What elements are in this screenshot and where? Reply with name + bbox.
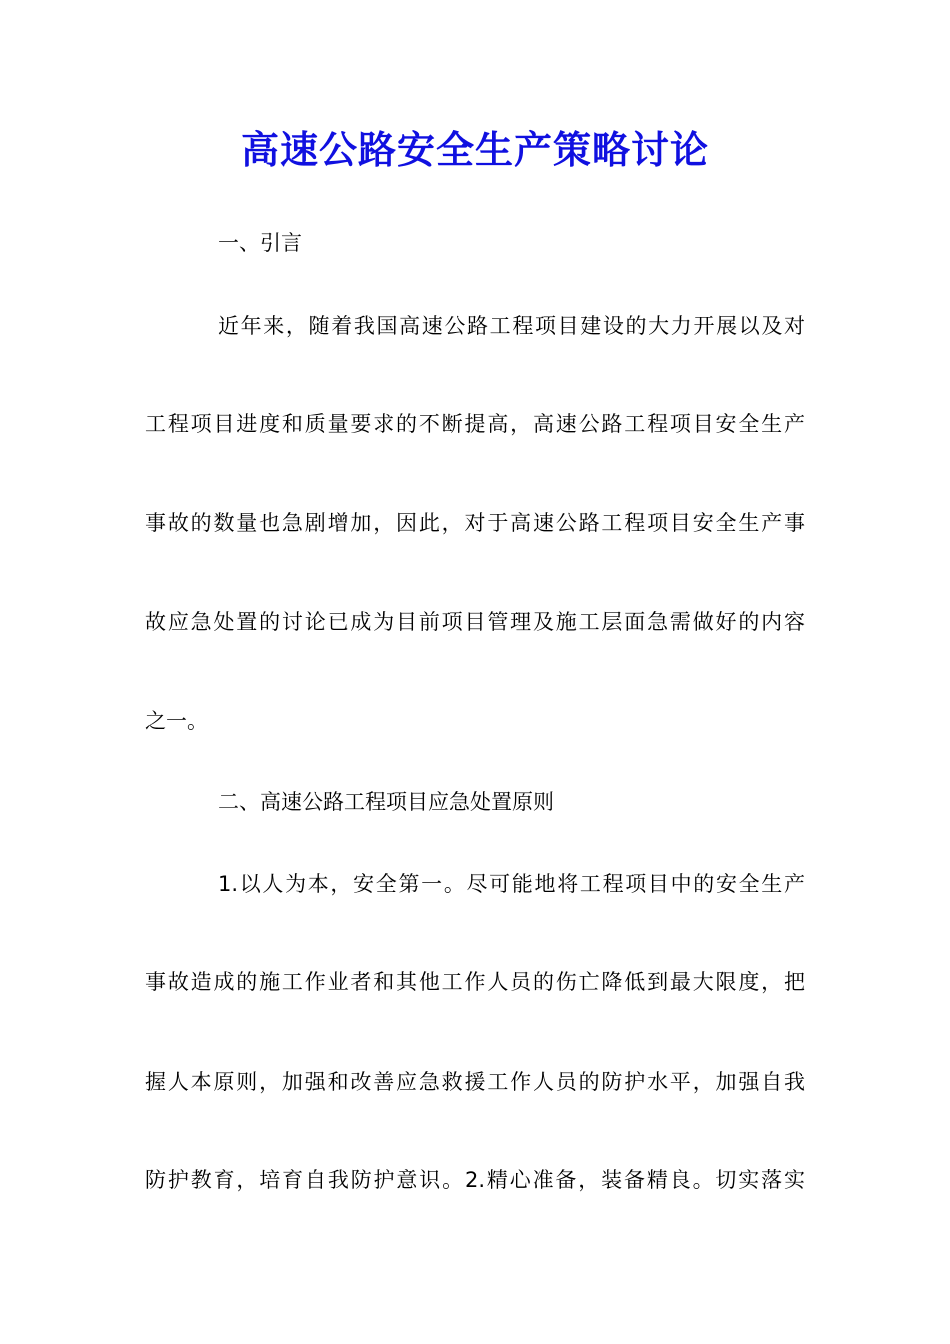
paragraph-line: 防护教育，培育自我防护意识。2.精心准备，装备精良。切实落实 <box>145 1168 805 1192</box>
section-heading-introduction: 一、引言 <box>218 231 302 255</box>
paragraph-line: 故应急处置的讨论已成为目前项目管理及施工层面急需做好的内容 <box>145 610 805 634</box>
paragraph-line: 之一。 <box>145 709 208 733</box>
paragraph-line: 工程项目进度和质量要求的不断提高，高速公路工程项目安全生产 <box>145 412 805 436</box>
paragraph-line: 1.以人为本，安全第一。尽可能地将工程项目中的安全生产 <box>218 872 805 896</box>
document-title: 高速公路安全生产策略讨论 <box>240 127 709 172</box>
paragraph-line: 事故的数量也急剧增加，因此，对于高速公路工程项目安全生产事 <box>145 511 805 535</box>
paragraph-line: 事故造成的施工作业者和其他工作人员的伤亡降低到最大限度，把 <box>145 970 805 994</box>
section-heading-principles: 二、高速公路工程项目应急处置原则 <box>218 790 554 814</box>
paragraph-line: 近年来，随着我国高速公路工程项目建设的大力开展以及对 <box>218 314 805 338</box>
paragraph-line: 握人本原则，加强和改善应急救援工作人员的防护水平，加强自我 <box>145 1070 805 1094</box>
